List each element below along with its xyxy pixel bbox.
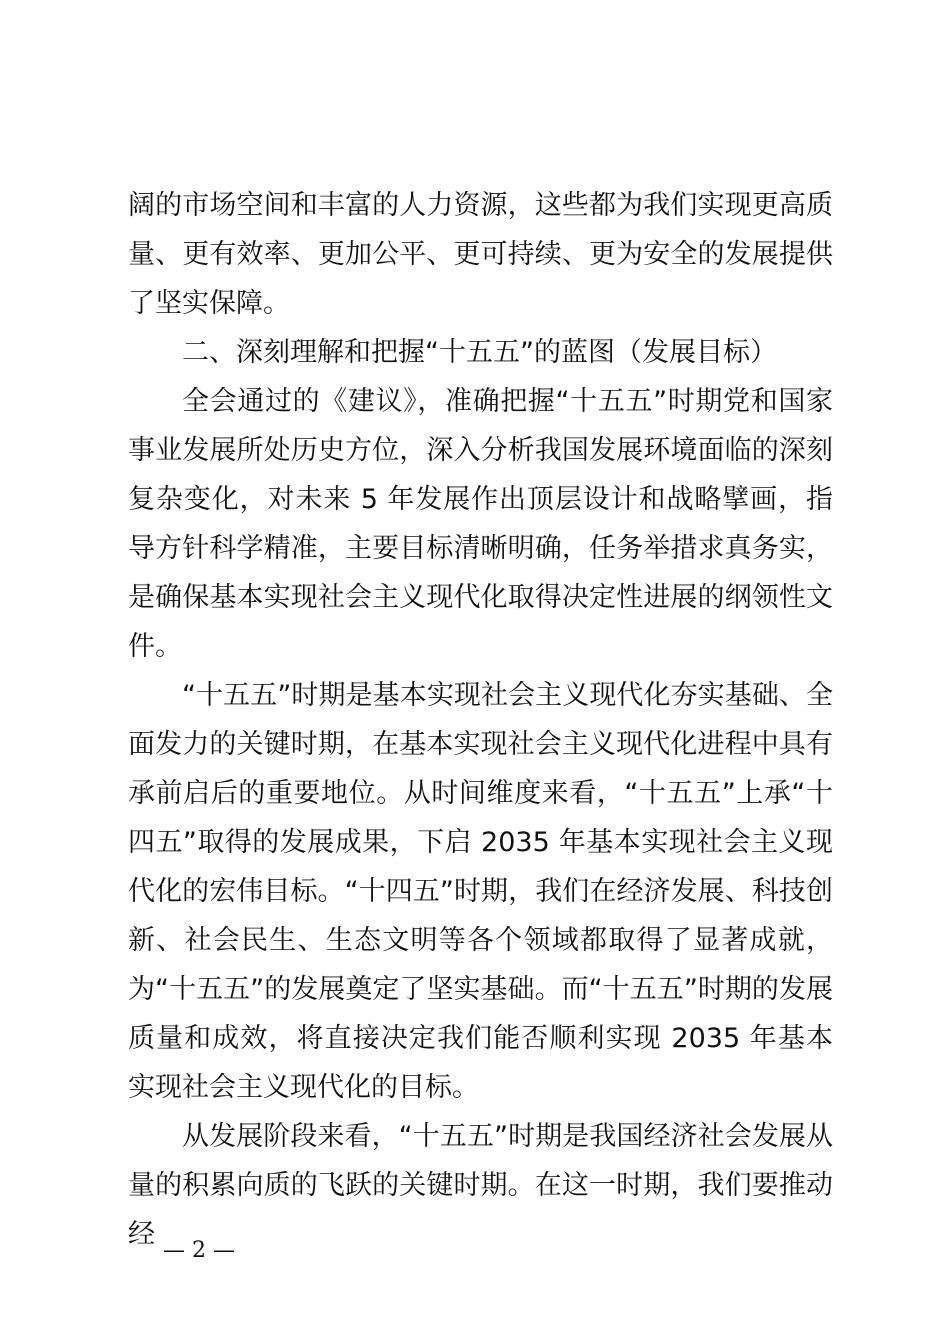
paragraph: “十五五”时期是基本实现社会主义现代化夯实基础、全面发力的关键时期，在基本实现社会主义现代化进程中具有承前启后的重要地位。从时间维度来看，“十五五”上承“十四五”取得的发展成果，下启 2035 年基本实现社会主义现代化的宏伟目标。“十四五”时期，我们在经济发展、科技创新、社会民生、生态文明等各个领域都取得了显著成就，为“十五五”的发展奠定了坚实基础。而“十五五”时期的发展质量和成效，将直接决定我们能否顺利实现 2035 年基本实现社会主义现代化的目标。: [128, 680, 833, 1103]
section-heading: 二、深刻理解和把握“十五五”的蓝图（发展目标）: [182, 337, 777, 368]
paragraph: 从发展阶段来看，“十五五”时期是我国经济社会发展从量的积累向质的飞跃的关键时期。在这一时期，我们要推动经: [128, 1121, 833, 1250]
paragraph-continuation: 阔的市场空间和丰富的人力资源，这些都为我们实现更高质量、更有效率、更加公平、更可持续、更为安全的发展提供了坚实保障。: [128, 190, 833, 319]
page-number: — 2 —: [163, 1238, 235, 1263]
body-text: [128, 181, 833, 1259]
paragraph: 全会通过的《建议》，准确把握“十五五”时期党和国家事业发展所处历史方位，深入分析我国发展环境面临的深刻复杂变化，对未来 5 年发展作出顶层设计和战略擘画，指导方针科学精准，主要目标清晰明确，任务举措求真务实，是确保基本实现社会主义现代化取得决定性进展的纲领性文件。: [128, 386, 833, 662]
